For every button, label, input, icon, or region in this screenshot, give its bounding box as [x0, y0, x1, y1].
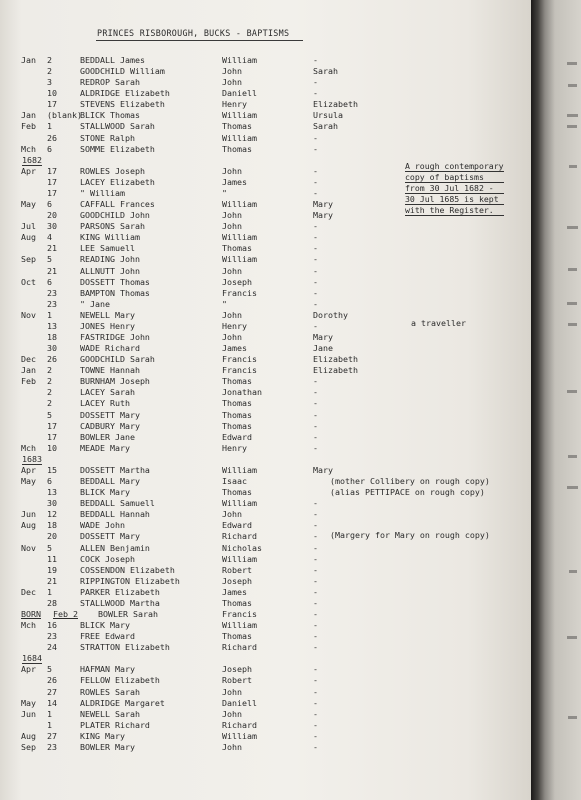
mother-name: -: [313, 77, 318, 88]
adjacent-page-mark: [568, 323, 577, 326]
mother-name: -: [313, 642, 318, 653]
mother-name: -: [313, 442, 318, 453]
entry-note: (alias PETTIPACE on rough copy): [330, 487, 485, 498]
entry-month: May: [21, 697, 36, 708]
entry-day: 5: [47, 254, 52, 265]
father-name: William: [222, 199, 257, 210]
entry-day: 30: [47, 498, 57, 509]
child-name: ALDRIDGE Margaret: [80, 697, 165, 708]
mother-name: -: [313, 730, 318, 741]
mother-name: -: [313, 287, 318, 298]
child-name: GOODCHILD William: [80, 66, 165, 77]
entry-month: Aug: [21, 520, 36, 531]
mother-name: -: [313, 420, 318, 431]
mother-name: Jane: [313, 343, 333, 354]
entry-month: Jan: [21, 55, 36, 65]
entry-month: Nov: [21, 309, 36, 320]
entry-day: 17: [47, 431, 57, 442]
entry-month: Jul: [21, 221, 36, 232]
adjacent-page-mark: [569, 165, 577, 168]
child-name: REDROP Sarah: [80, 77, 140, 88]
child-name: FASTRIDGE John: [80, 332, 150, 342]
rough-copy-note-line: A rough contemporary: [405, 161, 504, 171]
entry-day: 17: [47, 187, 57, 198]
father-name: Richard: [222, 719, 257, 730]
mother-name: Elizabeth: [313, 354, 358, 365]
entry-day: (blank): [47, 110, 82, 121]
title-underline: [96, 40, 303, 41]
child-name: ROWLES Joseph: [80, 165, 145, 176]
mother-name: Mary: [313, 332, 333, 342]
child-name: BLICK Mary: [80, 620, 130, 631]
child-name: LACEY Elizabeth: [80, 176, 155, 187]
father-name: John: [222, 221, 242, 232]
father-name: William: [222, 464, 257, 475]
entry-day: 26: [47, 354, 57, 365]
mother-name: -: [313, 597, 318, 608]
adjacent-page-mark: [567, 62, 577, 65]
child-name: HAFMAN Mary: [80, 664, 135, 675]
child-name: LACEY Ruth: [80, 398, 130, 409]
entry-day: 21: [47, 575, 57, 586]
adjacent-page-mark: [568, 268, 577, 271]
father-name: Richard: [222, 642, 257, 653]
child-name: BEDDALL Samuell: [80, 498, 155, 509]
child-name: DOSSETT Mary: [80, 409, 140, 420]
father-name: William: [222, 553, 257, 564]
mother-name: -: [313, 553, 318, 564]
entry-month: Apr: [21, 664, 36, 675]
father-name: Joseph: [222, 575, 252, 586]
adjacent-page-mark: [567, 636, 577, 639]
child-name: ROWLES Sarah: [80, 686, 140, 697]
entry-day: 1: [47, 121, 52, 132]
entry-day: 4: [47, 232, 52, 243]
mother-name: Elizabeth: [313, 365, 358, 376]
entry-month: May: [21, 476, 36, 487]
father-name: Edward: [222, 520, 252, 531]
father-name: ": [222, 298, 227, 309]
entry-month: Apr: [21, 464, 36, 475]
father-name: Daniell: [222, 697, 257, 708]
father-name: Daniell: [222, 88, 257, 99]
mother-name: -: [313, 143, 318, 154]
entry-day: 5: [47, 409, 52, 420]
child-name: PARSONS Sarah: [80, 221, 145, 232]
father-name: John: [222, 686, 242, 697]
child-name: STEVENS Elizabeth: [80, 99, 165, 110]
child-name: COCK Joseph: [80, 553, 135, 564]
father-name: John: [222, 265, 242, 276]
father-name: James: [222, 176, 247, 187]
entry-day: 2: [47, 66, 52, 77]
entry-day: 27: [47, 686, 57, 697]
child-name: WADE Richard: [80, 343, 140, 354]
adjacent-page-mark: [569, 570, 577, 573]
child-name: GOODCHILD Sarah: [80, 354, 155, 365]
entry-day: 12: [47, 509, 57, 520]
child-name: BOWLER Sarah: [98, 609, 158, 619]
mother-name: Dorothy: [313, 309, 348, 320]
father-name: Thomas: [222, 398, 252, 409]
father-name: Robert: [222, 564, 252, 575]
rough-copy-note: [405, 161, 504, 216]
entry-month: Sep: [21, 741, 36, 752]
entry-month: Jun: [21, 509, 36, 520]
year-heading: 1682: [22, 154, 42, 165]
entry-month: Feb: [21, 376, 36, 387]
rough-copy-note-line: from 30 Jul 1682 -: [405, 183, 504, 194]
adjacent-page-mark: [567, 390, 577, 393]
entry-month: Oct: [21, 276, 36, 287]
father-name: Thomas: [222, 121, 252, 132]
child-name: SOMME Elizabeth: [80, 143, 155, 154]
entry-month: Jun: [21, 708, 36, 719]
child-name: TOWNE Hannah: [80, 365, 140, 376]
father-name: Thomas: [222, 376, 252, 387]
child-name: CAFFALL Frances: [80, 199, 155, 210]
father-name: Thomas: [222, 143, 252, 154]
father-name: Francis: [222, 365, 257, 376]
father-name: William: [222, 110, 257, 121]
child-name: DOSSETT Martha: [80, 464, 150, 475]
father-name: Edward: [222, 431, 252, 442]
child-name: NEWELL Sarah: [80, 708, 140, 719]
child-name: BEDDALL James: [80, 55, 145, 65]
entry-day: 6: [47, 476, 52, 487]
father-name: Nicholas: [222, 542, 262, 553]
mother-name: -: [313, 719, 318, 730]
entry-day: 2: [47, 387, 52, 398]
child-name: COSSENDON Elizabeth: [80, 564, 175, 575]
adjacent-page-mark: [567, 114, 578, 117]
father-name: William: [222, 254, 257, 265]
mother-name: -: [313, 520, 318, 531]
mother-name: -: [313, 686, 318, 697]
entry-day: 1: [47, 719, 52, 730]
adjacent-page-mark: [567, 302, 577, 305]
child-name: PARKER Elizabeth: [80, 586, 160, 597]
child-name: DOSSETT Thomas: [80, 276, 150, 287]
mother-name: Elizabeth: [313, 99, 358, 110]
father-name: John: [222, 165, 242, 176]
entry-day: 23: [47, 298, 57, 309]
entry-day: 1: [47, 586, 52, 597]
year-heading: 1684: [22, 653, 42, 664]
mother-name: -: [313, 132, 318, 143]
child-name: BEDDALL Hannah: [80, 509, 150, 520]
rough-copy-note-line: 30 Jul 1685 is kept: [405, 194, 504, 205]
child-name: FELLOW Elizabeth: [80, 675, 160, 686]
child-name: BLICK Mary: [80, 487, 130, 498]
mother-name: Ursula: [313, 110, 343, 121]
rough-copy-note-line: with the Register.: [405, 205, 504, 216]
child-name: JONES Henry: [80, 320, 135, 331]
entry-month: Dec: [21, 586, 36, 597]
entry-day: 2: [47, 365, 52, 376]
entry-month: Aug: [21, 232, 36, 243]
father-name: Thomas: [222, 409, 252, 420]
child-name: MEADE Mary: [80, 442, 130, 453]
mother-name: -: [313, 564, 318, 575]
entry-day: 26: [47, 132, 57, 143]
mother-name: -: [313, 187, 318, 198]
entry-month: Mch: [21, 143, 36, 154]
entry-month: Feb: [21, 121, 36, 132]
mother-name: -: [313, 398, 318, 409]
father-name: James: [222, 343, 247, 354]
entry-day: 17: [47, 176, 57, 187]
entry-month: BORN: [21, 609, 41, 619]
child-name: ALLNUTT John: [80, 265, 140, 276]
entry-day: 30: [47, 221, 57, 232]
mother-name: -: [313, 320, 318, 331]
entry-day: 6: [47, 199, 52, 210]
child-name: BURNHAM Joseph: [80, 376, 150, 387]
adjacent-page-edge: [531, 0, 581, 800]
mother-name: Mary: [313, 210, 333, 221]
father-name: William: [222, 132, 257, 143]
father-name: John: [222, 708, 242, 719]
father-name: Isaac: [222, 476, 247, 487]
father-name: Richard: [222, 531, 257, 542]
entry-day: 15: [47, 464, 57, 475]
entry-day: 1: [47, 708, 52, 719]
entry-day: 1: [47, 309, 52, 320]
entry-day: 23: [47, 631, 57, 642]
child-name: STONE Ralph: [80, 132, 135, 143]
entry-day: Feb 2: [53, 609, 78, 619]
entry-day: 21: [47, 265, 57, 276]
father-name: John: [222, 509, 242, 520]
father-name: John: [222, 741, 242, 752]
page-title: PRINCES RISBOROUGH, BUCKS - BAPTISMS: [97, 28, 290, 38]
entry-month: Mch: [21, 442, 36, 453]
mother-name: -: [313, 431, 318, 442]
child-name: PLATER Richard: [80, 719, 150, 730]
mother-name: -: [313, 498, 318, 509]
mother-name: -: [313, 243, 318, 254]
entry-day: 10: [47, 442, 57, 453]
father-name: John: [222, 66, 242, 77]
entry-day: 17: [47, 99, 57, 110]
child-name: BAMPTON Thomas: [80, 287, 150, 298]
mother-name: -: [313, 675, 318, 686]
entry-day: 2: [47, 55, 52, 65]
father-name: Joseph: [222, 276, 252, 287]
entry-day: 2: [47, 376, 52, 387]
mother-name: -: [313, 409, 318, 420]
rough-copy-note-line: copy of baptisms: [405, 172, 504, 183]
mother-name: -: [313, 697, 318, 708]
entry-day: 14: [47, 697, 57, 708]
father-name: John: [222, 309, 242, 320]
child-name: KING Mary: [80, 730, 125, 741]
adjacent-page-mark: [568, 716, 577, 719]
entry-day: 18: [47, 332, 57, 342]
father-name: James: [222, 586, 247, 597]
child-name: BEDDALL Mary: [80, 476, 140, 487]
father-name: Joseph: [222, 664, 252, 675]
entry-day: 27: [47, 730, 57, 741]
father-name: Francis: [222, 354, 257, 365]
mother-name: Sarah: [313, 121, 338, 132]
entry-day: 24: [47, 642, 57, 653]
father-name: Henry: [222, 320, 247, 331]
child-name: RIPPINGTON Elizabeth: [80, 575, 180, 586]
mother-name: -: [313, 165, 318, 176]
mother-name: -: [313, 387, 318, 398]
mother-name: -: [313, 631, 318, 642]
traveller-annotation: a traveller: [411, 318, 466, 328]
mother-name: -: [313, 265, 318, 276]
father-name: Thomas: [222, 420, 252, 431]
father-name: William: [222, 620, 257, 631]
mother-name: -: [313, 376, 318, 387]
father-name: Henry: [222, 99, 247, 110]
entry-day: 5: [47, 664, 52, 675]
adjacent-page-mark: [568, 84, 577, 87]
father-name: William: [222, 730, 257, 741]
year-heading: 1683: [22, 453, 42, 464]
father-name: ": [222, 187, 227, 198]
mother-name: -: [313, 221, 318, 232]
mother-name: -: [313, 609, 318, 619]
child-name: LEE Samuell: [80, 243, 135, 254]
child-name: LACEY Sarah: [80, 387, 135, 398]
entry-day: 17: [47, 420, 57, 431]
entry-month: Aug: [21, 730, 36, 741]
father-name: Henry: [222, 442, 247, 453]
entry-day: 23: [47, 287, 57, 298]
mother-name: -: [313, 586, 318, 597]
father-name: John: [222, 77, 242, 88]
mother-name: Sarah: [313, 66, 338, 77]
mother-name: -: [313, 509, 318, 520]
mother-name: Mary: [313, 199, 333, 210]
child-name: ALDRIDGE Elizabeth: [80, 88, 170, 99]
father-name: Thomas: [222, 631, 252, 642]
father-name: Thomas: [222, 487, 252, 498]
entry-day: 11: [47, 553, 57, 564]
child-name: " William: [80, 187, 125, 198]
mother-name: -: [313, 254, 318, 265]
mother-name: -: [313, 276, 318, 287]
mother-name: -: [313, 176, 318, 187]
entry-month: Nov: [21, 542, 36, 553]
mother-name: -: [313, 708, 318, 719]
mother-name: -: [313, 575, 318, 586]
child-name: ALLEN Benjamin: [80, 542, 150, 553]
child-name: DOSSETT Mary: [80, 531, 140, 542]
child-name: FREE Edward: [80, 631, 135, 642]
mother-name: -: [313, 741, 318, 752]
child-name: CADBURY Mary: [80, 420, 140, 431]
entry-day: 17: [47, 165, 57, 176]
father-name: William: [222, 232, 257, 243]
entry-note: (mother Collibery on rough copy): [330, 476, 490, 487]
child-name: READING John: [80, 254, 140, 265]
entry-month: Jan: [21, 365, 36, 376]
mother-name: -: [313, 88, 318, 99]
child-name: BOWLER Jane: [80, 431, 135, 442]
father-name: Francis: [222, 609, 257, 619]
adjacent-page-mark: [567, 125, 577, 128]
entry-day: 10: [47, 88, 57, 99]
mother-name: Mary: [313, 464, 333, 475]
entry-month: Jan: [21, 110, 36, 121]
entry-day: 26: [47, 675, 57, 686]
child-name: STALLWOOD Martha: [80, 597, 160, 608]
entry-month: Dec: [21, 354, 36, 365]
entry-day: 30: [47, 343, 57, 354]
entry-day: 19: [47, 564, 57, 575]
adjacent-page-mark: [568, 455, 577, 458]
entry-day: 20: [47, 210, 57, 221]
entry-day: 28: [47, 597, 57, 608]
father-name: Thomas: [222, 243, 252, 254]
adjacent-page-mark: [567, 486, 578, 489]
mother-name: -: [313, 298, 318, 309]
father-name: Jonathan: [222, 387, 262, 398]
mother-name: -: [313, 542, 318, 553]
child-name: NEWELL Mary: [80, 309, 135, 320]
entry-day: 6: [47, 143, 52, 154]
child-name: STALLWOOD Sarah: [80, 121, 155, 132]
entry-day: 18: [47, 520, 57, 531]
father-name: Francis: [222, 287, 257, 298]
child-name: BLICK Thomas: [80, 110, 140, 121]
entry-month: Sep: [21, 254, 36, 265]
entry-day: 13: [47, 487, 57, 498]
margery-annotation: (Margery for Mary on rough copy): [330, 530, 490, 540]
mother-name: -: [313, 55, 318, 65]
father-name: William: [222, 498, 257, 509]
entry-day: 3: [47, 77, 52, 88]
entry-day: 20: [47, 531, 57, 542]
entry-day: 23: [47, 741, 57, 752]
father-name: William: [222, 55, 257, 65]
child-name: KING William: [80, 232, 140, 243]
entry-day: 21: [47, 243, 57, 254]
child-name: BOWLER Mary: [80, 741, 135, 752]
entry-day: 5: [47, 542, 52, 553]
entry-month: May: [21, 199, 36, 210]
entry-month: Apr: [21, 165, 36, 176]
father-name: Thomas: [222, 597, 252, 608]
child-name: STRATTON Elizabeth: [80, 642, 170, 653]
father-name: John: [222, 210, 242, 221]
child-name: " Jane: [80, 298, 110, 309]
mother-name: -: [313, 620, 318, 631]
child-name: WADE John: [80, 520, 125, 531]
adjacent-page-mark: [567, 226, 578, 229]
entry-day: 16: [47, 620, 57, 631]
mother-name: -: [313, 664, 318, 675]
father-name: Robert: [222, 675, 252, 686]
mother-name: -: [313, 232, 318, 243]
entry-day: 13: [47, 320, 57, 331]
child-name: GOODCHILD John: [80, 210, 150, 221]
entry-day: 6: [47, 276, 52, 287]
entry-day: 2: [47, 398, 52, 409]
mother-name: -: [313, 531, 318, 542]
entry-month: Mch: [21, 620, 36, 631]
father-name: John: [222, 332, 242, 342]
